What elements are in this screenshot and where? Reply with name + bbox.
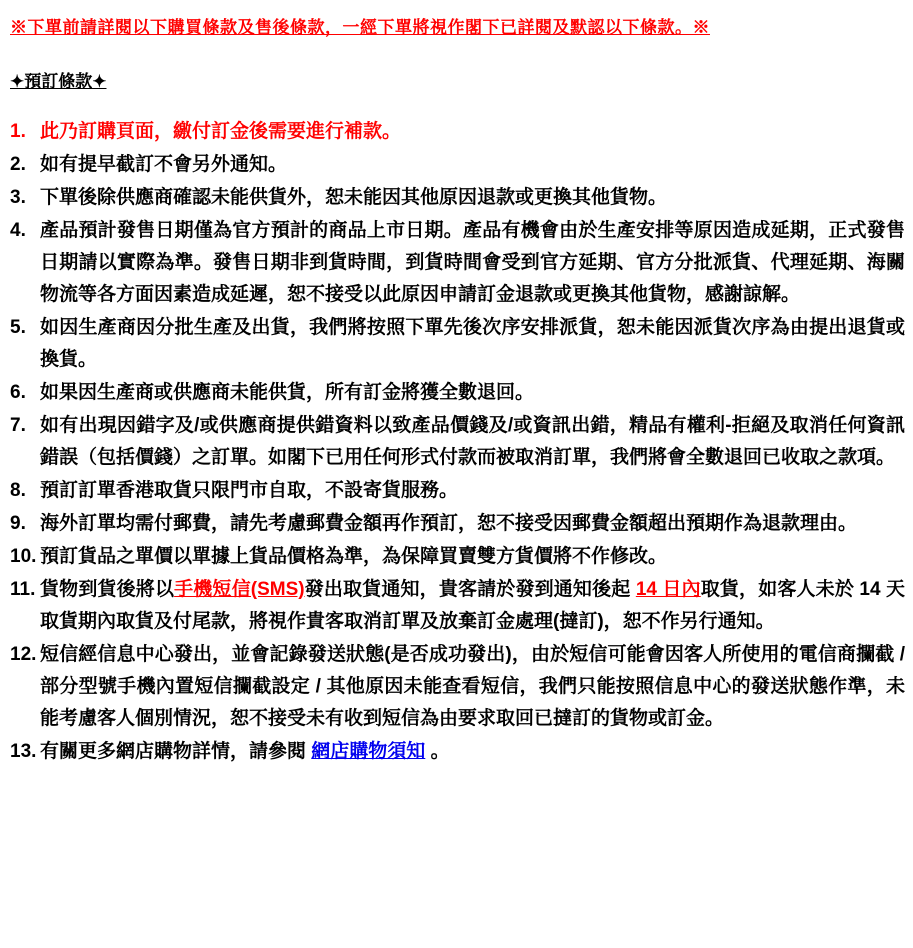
item-number: 2.	[10, 154, 26, 175]
item-text: 預訂訂單香港取貨只限門市自取，不設寄貨服務。	[40, 480, 459, 501]
item-text: 如有提早截訂不會另外通知。	[40, 154, 288, 175]
text-segment: 。	[425, 741, 450, 762]
item-text: 產品預計發售日期僅為官方預計的商品上市日期。產品有機會由於生產安排等原因造成延期，正式發售日期請以實際為準。發售日期非到貨時間，到貨時間會受到官方延期、官方分批派貨、代理延期、海關物流等各方面因素造成延遲，恕不接受以此原因申請訂金退款或更換其他貨物，感謝諒解。	[40, 220, 905, 305]
item-number: 4.	[10, 220, 26, 241]
item-text: 此乃訂購頁面，繳付訂金後需要進行補款。	[40, 121, 402, 142]
item-number: 1.	[10, 121, 26, 142]
item-text: 如有出現因錯字及/或供應商提供錯資料以致產品價錢及/或資訊出錯，精品有權利-拒絕及取消任何資訊錯誤（包括價錢）之訂單。如閣下已用任何形式付款而被取消訂單，我們將會全數退回已收取之款項。	[40, 415, 905, 468]
item-text: 如果因生產商或供應商未能供貨，所有訂金將獲全數退回。	[40, 382, 535, 403]
term-item-1	[10, 116, 905, 148]
term-item-11	[10, 574, 905, 638]
term-item-2	[10, 149, 905, 181]
store-shopping-guide-link[interactable]: 網店購物須知	[311, 741, 426, 762]
purchase-notice-title: ※下單前請詳閱以下購買條款及售後條款，一經下單將視作閣下已詳閱及默認以下條款。※	[10, 18, 710, 37]
term-item-3	[10, 182, 905, 214]
term-item-8	[10, 475, 905, 507]
item-text: 短信經信息中心發出，並會記錄發送狀態(是否成功發出)，由於短信可能會因客人所使用的電信商攔截 / 部分型號手機內置短信攔截設定 / 其他原因未能查看短信，我們只能按照信息中心的發送狀態作準，未能考慮客人個別情況，恕不接受未有收到短信為由要求取回已撻訂的貨物或訂金。	[40, 644, 905, 729]
item-number: 6.	[10, 382, 26, 403]
item-text	[40, 579, 905, 632]
term-item-6	[10, 377, 905, 409]
item-number: 3.	[10, 187, 26, 208]
item-number: 8.	[10, 480, 26, 501]
item-text: 如因生產商因分批生產及出貨，我們將按照下單先後次序安排派貨，恕未能因派貨次序為由提出退貨或換貨。	[40, 317, 905, 370]
item-text	[40, 741, 450, 762]
item-number: 12.	[10, 644, 37, 665]
item-number: 10.	[10, 546, 37, 567]
item-text: 海外訂單均需付郵費，請先考慮郵費金額再作預訂，恕不接受因郵費金額超出預期作為退款理由。	[40, 513, 858, 534]
pickup-deadline-highlight: 14 日內	[635, 579, 701, 600]
terms-list	[10, 116, 905, 768]
term-item-4	[10, 215, 905, 311]
text-segment: 貨物到貨後將以	[40, 579, 175, 600]
term-item-9	[10, 508, 905, 540]
item-number: 7.	[10, 415, 26, 436]
term-item-5	[10, 312, 905, 376]
item-text: 預訂貨品之單價以單據上貨品價格為準，為保障買賣雙方貨價將不作修改。	[40, 546, 668, 567]
item-text: 下單後除供應商確認未能供貨外，恕未能因其他原因退款或更換其他貨物。	[40, 187, 668, 208]
item-number: 9.	[10, 513, 26, 534]
term-item-12	[10, 639, 905, 735]
text-segment: 有關更多網店購物詳情，請參閱	[40, 741, 312, 762]
term-item-13	[10, 736, 905, 768]
text-segment: 取貨，如客人未於 14 天取貨期內取貨及付尾款，將視作貴客取消訂單及放棄訂金處理(撻訂)，恕不作另行通知。	[40, 579, 905, 632]
text-segment: 發出取貨通知，貴客請於發到通知後起	[304, 579, 636, 600]
item-number: 11.	[10, 579, 36, 600]
item-number: 5.	[10, 317, 26, 338]
item-number: 13.	[10, 741, 37, 762]
sms-highlight: 手機短信(SMS)	[174, 579, 305, 600]
term-item-7	[10, 410, 905, 474]
preorder-terms-heading: ✦預訂條款✦	[10, 72, 107, 91]
term-item-10	[10, 541, 905, 573]
